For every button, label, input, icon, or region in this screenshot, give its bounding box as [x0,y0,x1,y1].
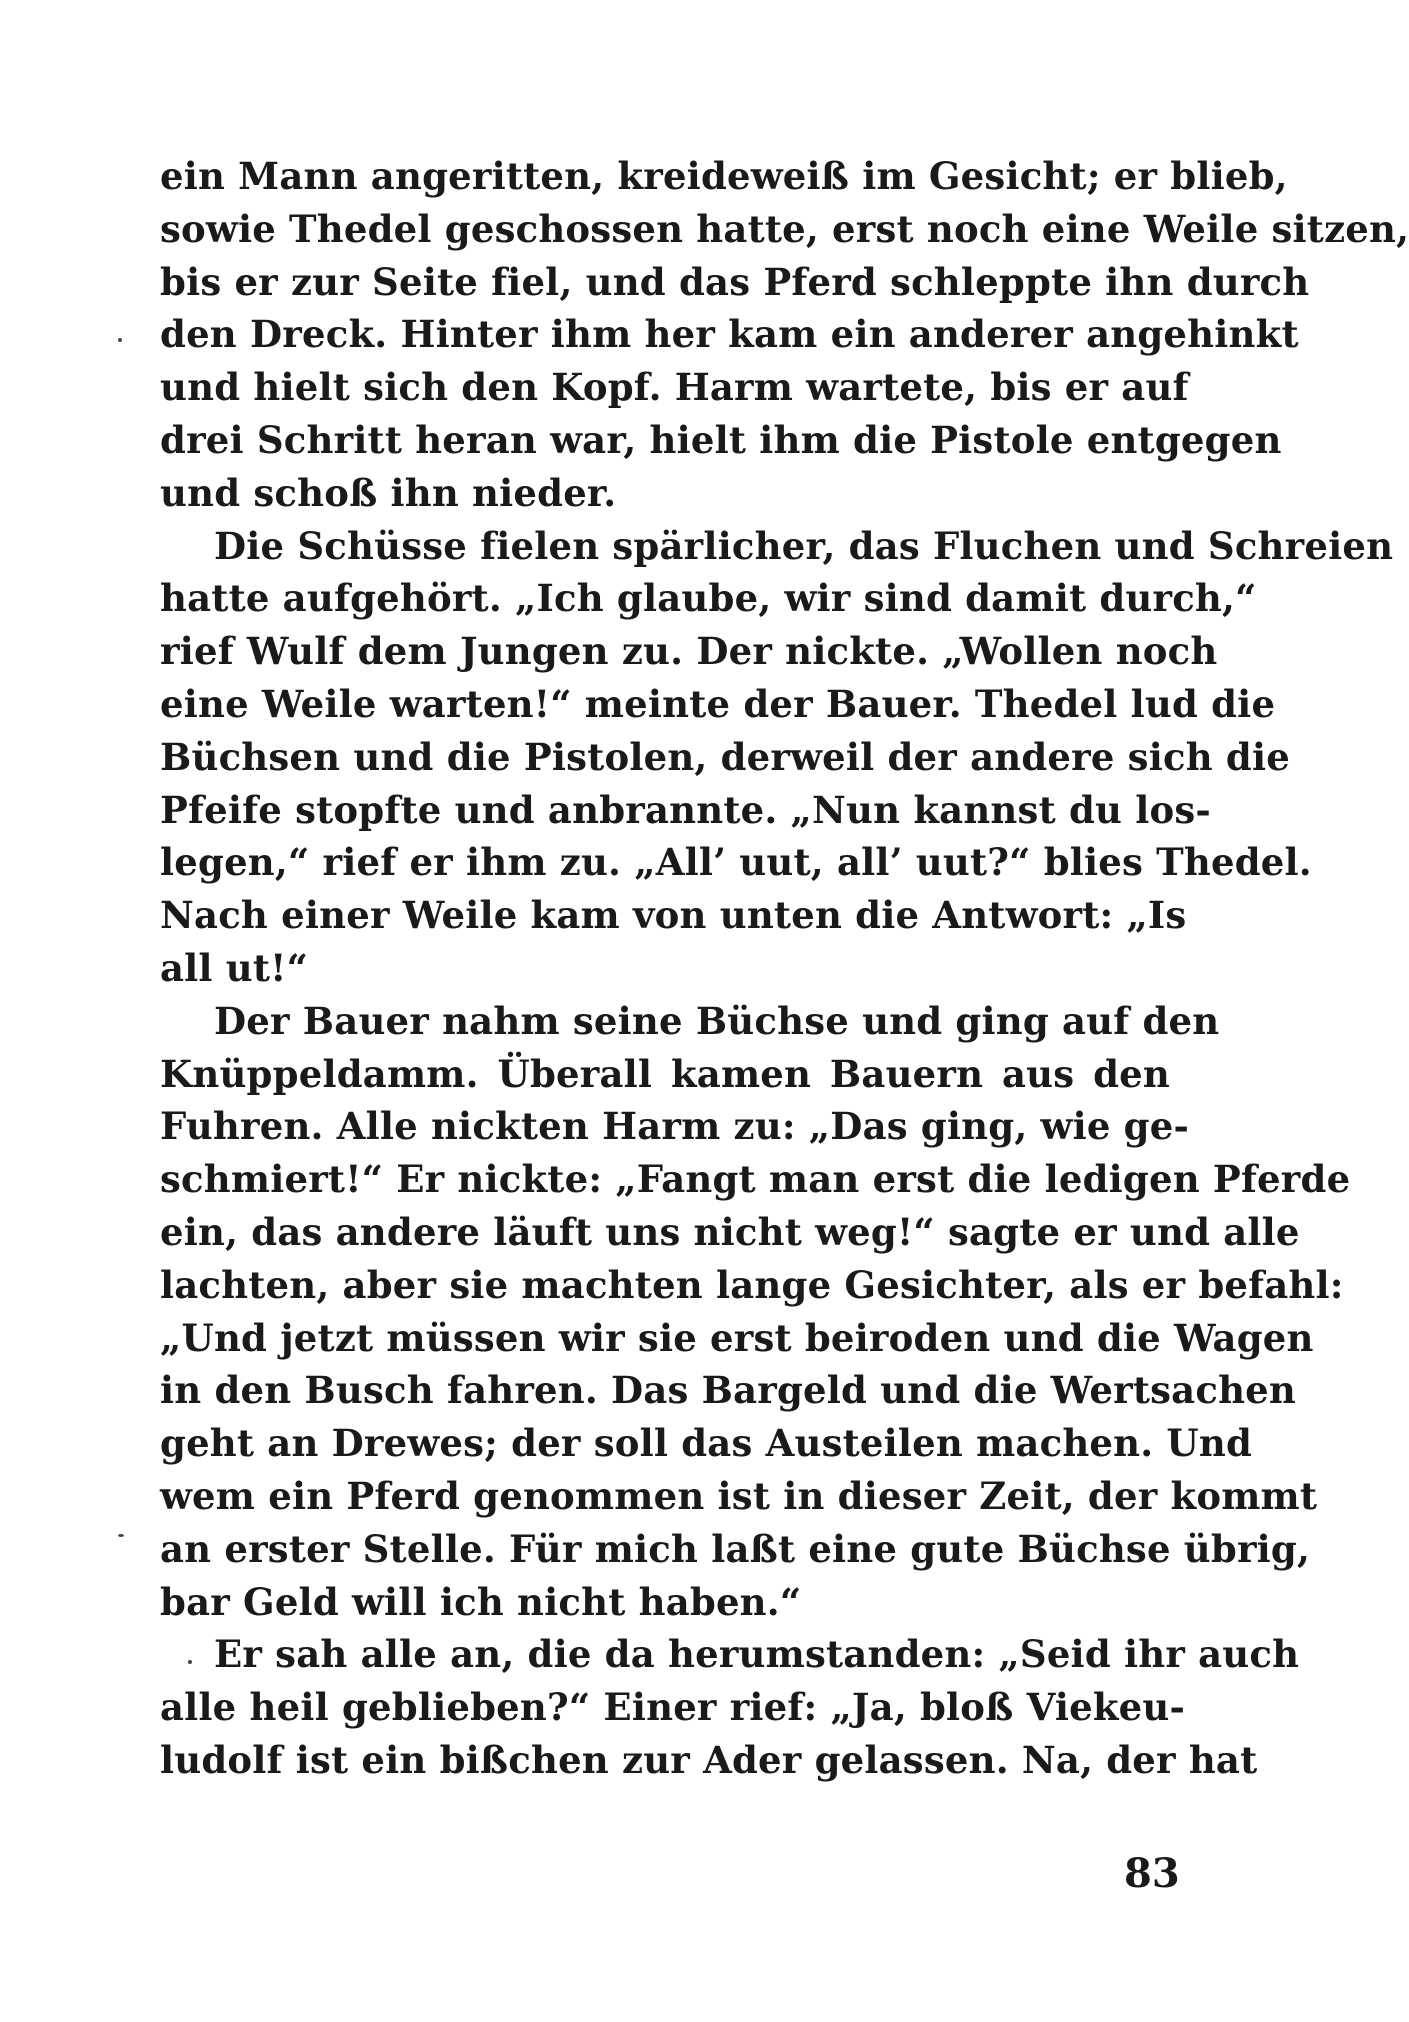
text-line: bis er zur Seite fiel, und das Pferd schleppte ihn durch [160,259,1310,304]
text-line: wem ein Pferd genommen ist in dieser Zeit, der kommt [160,1473,1318,1518]
text-line: ein, das andere läuft uns nicht weg!“ sagte er und alle [160,1209,1300,1254]
text-line: in den Busch fahren. Das Bargeld und die Wertsachen [160,1368,1297,1413]
text-line: ein Mann angeritten, kreideweiß im Gesicht; er blieb, [160,154,1288,198]
text-line: lachten, aber sie machten lange Gesichter, als er befahl: [160,1262,1344,1307]
text-line: und hielt sich den Kopf. Harm wartete, bis er auf [160,365,1189,410]
text-line: schmiert!“ Er nickte: „Fangt man erst die ledigen Pferde [160,1157,1351,1202]
scan-speck [188,1660,192,1664]
paragraph [160,1628,1300,1786]
text-line: an erster Stelle. Für mich laßt eine gute Büchse übrig, [160,1526,1311,1571]
body-text [160,150,1409,1787]
scan-speck [118,338,122,342]
text-line: Die Schüsse fielen spärlicher, das Fluchen und Schreien [214,523,1394,568]
text-line: all ut!“ [160,945,309,990]
text-line: Nach einer Weile kam von unten die Antwort: „Is [160,893,1187,938]
text-line: alle heil geblieben?“ Einer rief: „Ja, bloß Viekeu- [160,1685,1186,1730]
text-line: Er sah alle an, die da herumstanden: „Seid ihr auch [214,1632,1300,1677]
text-line: geht an Drewes; der soll das Austeilen machen. Und [160,1421,1253,1466]
text-line: „Und jetzt müssen wir sie erst beiroden und die Wagen [160,1315,1314,1360]
text-line: legen,“ rief er ihm zu. „All’ uut, all’ uut?“ blies Thedel. [160,840,1312,885]
text-line: bar Geld will ich nicht haben.“ [160,1579,802,1624]
text-line: Knüppeldamm. Überall kamen Bauern aus den [160,1051,1170,1096]
scan-speck [118,1534,124,1537]
text-line: Pfeife stopfte und anbrannte. „Nun kannst du los- [160,787,1211,832]
text-line: und schoß ihn nieder. [160,470,617,515]
text-line: Büchsen und die Pistolen, derweil der andere sich die [160,734,1290,779]
text-line: hatte aufgehört. „Ich glaube, wir sind damit durch,“ [160,576,1257,621]
text-line: den Dreck. Hinter ihm her kam ein anderer angehinkt [160,312,1299,357]
text-line: Fuhren. Alle nickten Harm zu: „Das ging, wie ge- [160,1104,1190,1149]
text-line: ludolf ist ein bißchen zur Ader gelassen. Na, der hat [160,1737,1258,1782]
text-line: drei Schritt heran war, hielt ihm die Pistole entgegen [160,417,1282,462]
text-line: sowie Thedel geschossen hatte, erst noch eine Weile sitzen, [160,206,1409,251]
page-number: 83 [1124,1850,1180,1897]
text-line: eine Weile warten!“ meinte der Bauer. Thedel lud die [160,681,1276,726]
paragraph [160,995,1351,1629]
text-line: Der Bauer nahm seine Büchse und ging auf den [214,998,1220,1043]
text-line: rief Wulf dem Jungen zu. Der nickte. „Wollen noch [160,629,1218,674]
paragraph [160,150,1409,520]
paragraph [160,520,1394,995]
